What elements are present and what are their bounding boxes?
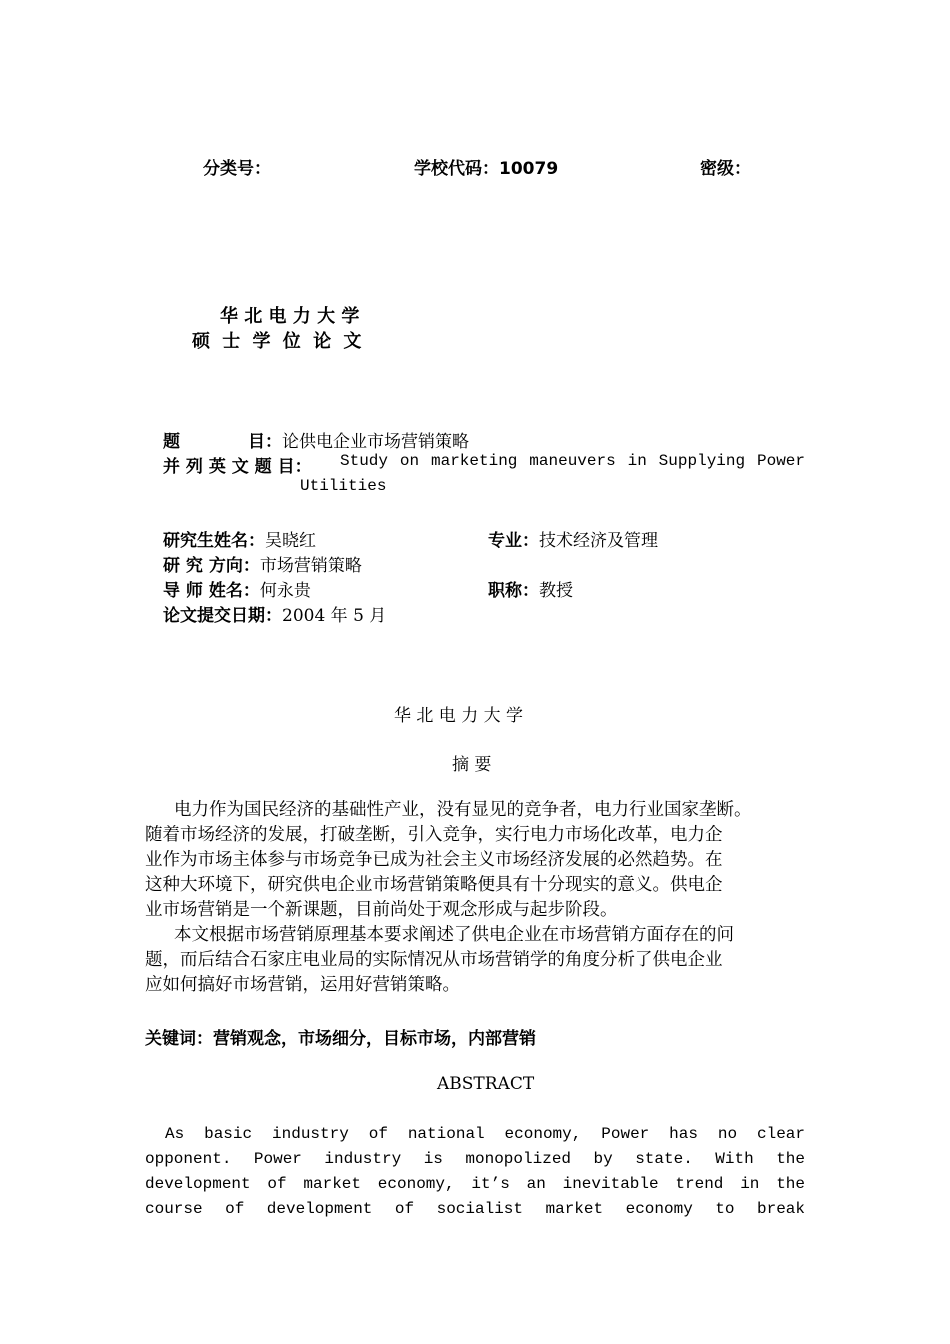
abstract-en-line: As basic industry of national economy, Power has no clear bbox=[165, 1125, 805, 1143]
direction-value: 市场营销策略 bbox=[259, 556, 362, 576]
date-row bbox=[163, 601, 386, 626]
rank-value: 教授 bbox=[539, 581, 573, 601]
abstract-en-line: opponent. Power industry is monopolized by state. With the bbox=[145, 1150, 805, 1168]
abstract-en-heading: ABSTRACT bbox=[437, 1074, 535, 1094]
title-label: 题 目： bbox=[163, 432, 282, 452]
abstract-paragraph-1 bbox=[145, 798, 805, 923]
text-line: 业作为市场主体参与市场竞争已成为社会主义市场经济发展的必然趋势。在 bbox=[145, 850, 723, 870]
direction-row bbox=[163, 551, 362, 576]
text-line: 随着市场经济的发展，打破垄断，引入竞争，实行电力市场化改革，电力企 bbox=[145, 825, 723, 845]
cover-degree: 硕 士 学 位 论 文 bbox=[192, 331, 362, 352]
cover-university: 华 北 电 力 大 学 bbox=[220, 306, 360, 327]
major-label: 专业： bbox=[488, 531, 539, 551]
en-title-row bbox=[163, 452, 805, 477]
advisor-label: 导 师 姓名： bbox=[163, 581, 260, 601]
rank-row bbox=[488, 576, 573, 601]
text-line: 这种大环境下，研究供电企业市场营销策略便具有十分现实的意义。供电企 bbox=[145, 875, 723, 895]
classification-label: 分类号： bbox=[203, 159, 271, 179]
major-value: 技术经济及管理 bbox=[539, 531, 658, 551]
text-line: 题，而后结合石家庄电业局的实际情况从市场营销学的角度分析了供电企业 bbox=[145, 950, 723, 970]
text-line: 本文根据市场营销原理基本要求阐述了供电企业在市场营销方面存在的问 bbox=[174, 925, 734, 945]
en-title-line2: Utilities bbox=[300, 477, 387, 495]
en-title-line1: Study on marketing maneuvers in Supplying Power bbox=[340, 452, 805, 470]
author-value: 吴晓红 bbox=[265, 531, 316, 551]
text-line: 电力作为国民经济的基础性产业，没有显见的竞争者，电力行业国家垄断。 bbox=[174, 800, 752, 820]
abstract-en-line: course of development of socialist market economy to break bbox=[145, 1200, 805, 1218]
school-code: 学校代码：10079 bbox=[414, 159, 559, 179]
abstract-en-paragraph bbox=[145, 1122, 805, 1222]
date-value: 2004 年 5 月 bbox=[282, 606, 387, 626]
abstract-paragraph-2 bbox=[145, 923, 805, 998]
text-line: 应如何搞好市场营销，运用好营销策略。 bbox=[145, 975, 460, 995]
keywords: 关键词：营销观念，市场细分，目标市场，内部营销 bbox=[145, 1029, 536, 1049]
abstract-p1-lines bbox=[145, 798, 805, 923]
security-level-label: 密级： bbox=[700, 159, 751, 179]
abstract-en-line: development of market economy, it’s an inevitable trend in the bbox=[145, 1175, 805, 1193]
title-value: 论供电企业市场营销策略 bbox=[282, 432, 469, 452]
advisor-row bbox=[163, 576, 311, 601]
author-label: 研究生姓名： bbox=[163, 531, 265, 551]
date-label: 论文提交日期： bbox=[163, 606, 282, 626]
abstract-p2-lines bbox=[145, 923, 805, 998]
text-line: 业市场营销是一个新课题，目前尚处于观念形成与起步阶段。 bbox=[145, 900, 618, 920]
major-row bbox=[488, 526, 658, 551]
abstract-university: 华 北 电 力 大 学 bbox=[394, 706, 524, 726]
abstract-heading: 摘 要 bbox=[452, 755, 492, 775]
direction-label: 研 究 方向： bbox=[163, 556, 260, 576]
title-row bbox=[163, 427, 469, 452]
advisor-value: 何永贵 bbox=[259, 581, 311, 601]
author-row bbox=[163, 526, 316, 551]
en-title-label: 并 列 英 文 题 目： bbox=[163, 457, 312, 477]
rank-label: 职称： bbox=[488, 581, 539, 601]
